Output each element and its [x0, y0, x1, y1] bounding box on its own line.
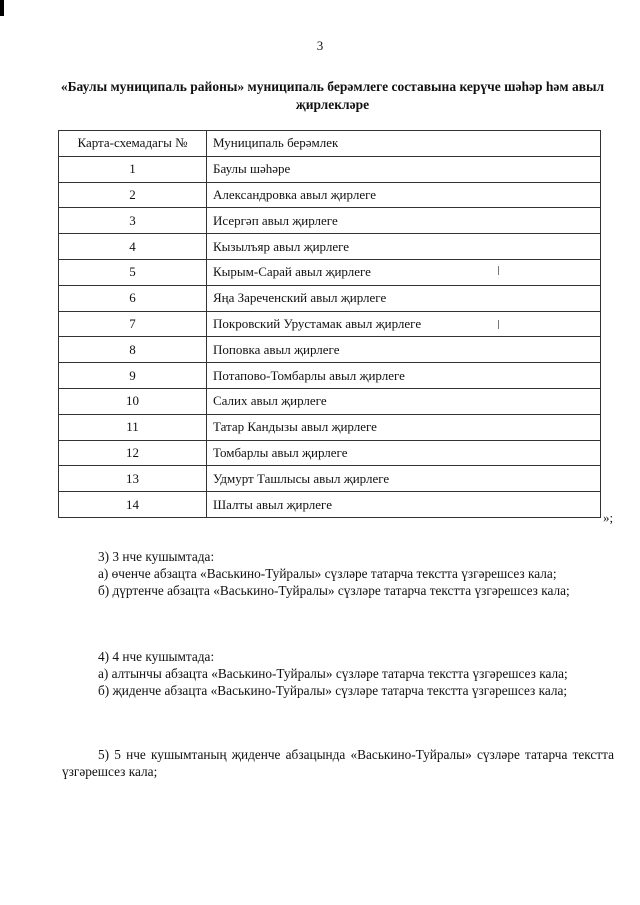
- page-number: 3: [316, 38, 324, 53]
- section-5-text: 5) 5 нче кушымтаның җиденче абзацында «Васькино-Туйралы» сүзләре татарча текстта үзгәрешсез кала;: [62, 747, 614, 779]
- row-number: 14: [59, 492, 207, 518]
- table-row: [59, 388, 601, 414]
- row-municipality: Шалты авыл җирлеге: [207, 492, 601, 518]
- table-row: [59, 285, 601, 311]
- section-4-heading: 4) 4 нче кушымтада:: [98, 649, 215, 664]
- header-municipality: Муниципаль берәмлек: [207, 131, 601, 157]
- row-number: 12: [59, 440, 207, 466]
- row-number: 8: [59, 337, 207, 363]
- row-municipality: Кырым-Сарай авыл җирлеге: [207, 259, 601, 285]
- row-municipality: Исергәп авыл җирлеге: [207, 208, 601, 234]
- row-number: 4: [59, 234, 207, 260]
- table-row: [59, 259, 601, 285]
- table-row: [59, 363, 601, 389]
- row-number: 6: [59, 285, 207, 311]
- table-row: [59, 440, 601, 466]
- section-4-item-b: б) җиденче абзацта «Васькино-Туйралы» сүзләре татарча текстта үзгәрешсез кала;: [98, 683, 568, 698]
- table-row: [59, 182, 601, 208]
- scan-artifact-mark: [498, 320, 499, 329]
- row-number: 9: [59, 363, 207, 389]
- table-row: [59, 466, 601, 492]
- row-number: 7: [59, 311, 207, 337]
- header-map-number: Карта-схемадагы №: [59, 131, 207, 157]
- row-municipality: Салих авыл җирлеге: [207, 388, 601, 414]
- row-municipality: Удмурт Ташлысы авыл җирлеге: [207, 466, 601, 492]
- row-municipality: Александровка авыл җирлеге: [207, 182, 601, 208]
- row-municipality: Томбарлы авыл җирлеге: [207, 440, 601, 466]
- row-municipality: Потапово-Томбарлы авыл җирлеге: [207, 363, 601, 389]
- section-3-item-a: а) өченче абзацта «Васькино-Туйралы» сүзләре татарча текстта үзгәрешсез кала;: [98, 566, 557, 581]
- row-number: 13: [59, 466, 207, 492]
- row-number: 5: [59, 259, 207, 285]
- row-number: 2: [59, 182, 207, 208]
- row-number: 11: [59, 414, 207, 440]
- table-row: [59, 311, 601, 337]
- row-number: 10: [59, 388, 207, 414]
- table-row: [59, 492, 601, 518]
- table-row: [59, 337, 601, 363]
- row-number: 1: [59, 156, 207, 182]
- table-row: [59, 414, 601, 440]
- row-number: 3: [59, 208, 207, 234]
- municipal-table: [58, 130, 601, 518]
- row-municipality: Покровский Урустамак авыл җирлеге: [207, 311, 601, 337]
- table-closing-quote: »;: [603, 510, 614, 525]
- table-header-row: [59, 131, 601, 157]
- section-4: [62, 648, 614, 699]
- table-row: [59, 234, 601, 260]
- row-municipality: Баулы шәһәре: [207, 156, 601, 182]
- section-3: [62, 548, 614, 599]
- scan-artifact-mark: [498, 266, 499, 275]
- table-row: [59, 208, 601, 234]
- section-5: [62, 746, 614, 780]
- row-municipality: Яңа Зареченский авыл җирлеге: [207, 285, 601, 311]
- row-municipality: Кызылъяр авыл җирлеге: [207, 234, 601, 260]
- row-municipality: Татар Кандызы авыл җирлеге: [207, 414, 601, 440]
- section-4-item-a: а) алтынчы абзацта «Васькино-Туйралы» сүзләре татарча текстта үзгәрешсез кала;: [98, 666, 568, 681]
- document-title: «Баулы муниципаль районы» муниципаль берәмлеге составына керүче шәһәр һәм авыл җирлекләре: [60, 79, 605, 112]
- section-3-heading: 3) 3 нче кушымтада:: [98, 549, 215, 564]
- section-3-item-b: б) дүртенче абзацта «Васькино-Туйралы» сүзләре татарча текстта үзгәрешсез кала;: [98, 583, 570, 598]
- row-municipality: Поповка авыл җирлеге: [207, 337, 601, 363]
- table-row: [59, 156, 601, 182]
- scan-edge-mark: [0, 0, 4, 16]
